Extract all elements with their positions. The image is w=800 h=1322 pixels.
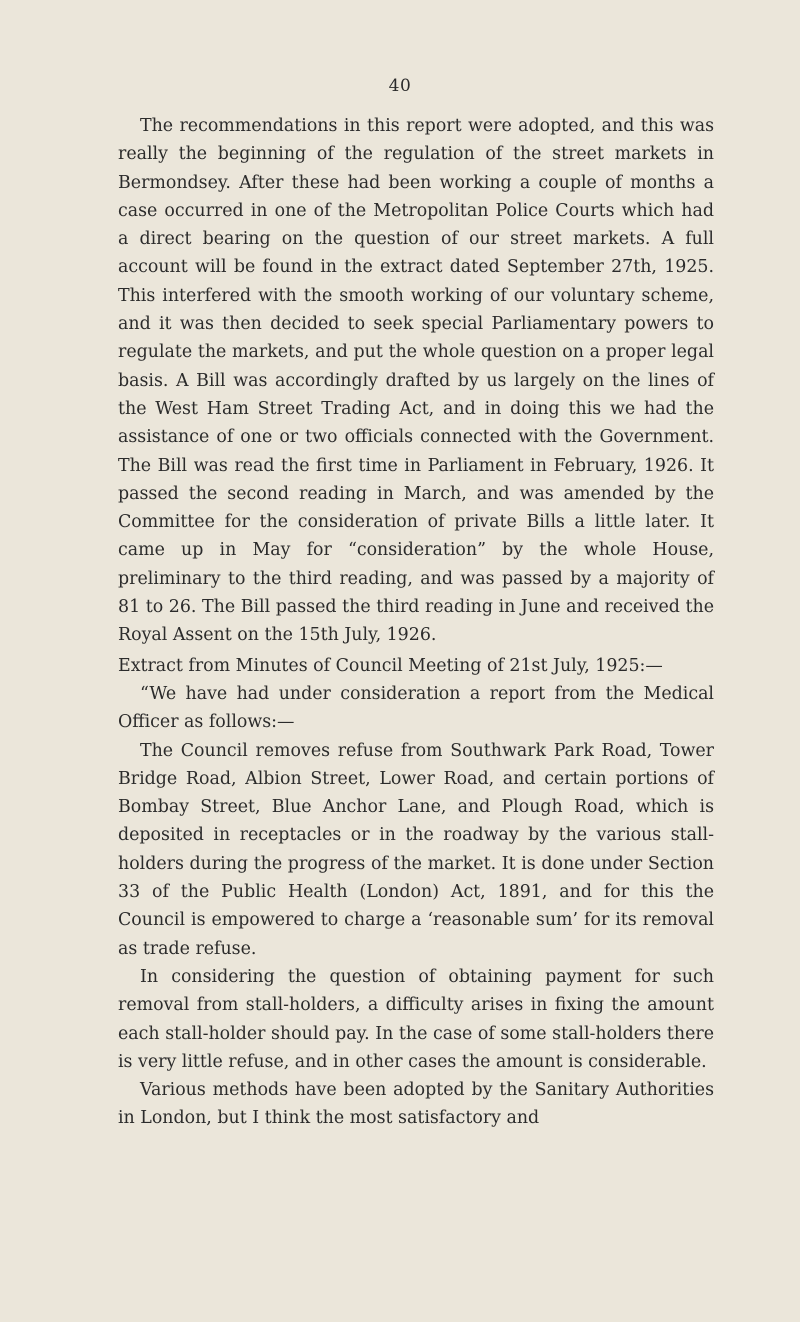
paragraph-refuse-removal: The Council removes refuse from Southwark Park Road, Tower Bridge Road, Albion Street, Lower Road, and certain portions of Bombay Street, Blue Anchor Lane, and Plough Road, which is deposited in receptacles or in the roadway by the various stall-holders during the progress of the market. It is done under Section 33 of the Public Health (London) Act, 1891, and for this the Council is empowered to charge a ‘reasonable sum’ for its removal as trade refuse. bbox=[118, 740, 714, 959]
body-text bbox=[118, 112, 714, 1133]
paragraph-methods: Various methods have been adopted by the Sanitary Authorities in London, but I think the most satisfactory and bbox=[118, 1080, 714, 1129]
paragraph-recommendations: The recommendations in this report were adopted, and this was really the beginning of the regulation of the street markets in Bermondsey. After these had been working a couple of months a case occurred in one of the Metropolitan Police Courts which had a direct bearing on the question of our street markets. A full account will be found in the extract dated September 27th, 1925. This interfered with the smooth working of our voluntary scheme, and it was then decided to seek special Parliamentary powers to regulate the markets, and put the whole question on a proper legal basis. A Bill was accordingly drafted by us largely on the lines of the West Ham Street Trading Act, and in doing this we had the assistance of one or two officials connected with the Government. The Bill was read the first time in Parliament in February, 1926. It passed the second reading in March, and was amended by the Committee for the consideration of private Bills a little later. It came up in May for “consideration” by the whole House, preliminary to the third reading, and was passed by a majority of 81 to 26. The Bill passed the third reading in June and received the Royal Assent on the 15th July, 1926. bbox=[118, 116, 714, 646]
paragraph-medical-officer-intro: “We have had under consideration a report from the Medical Officer as follows:— bbox=[118, 683, 714, 733]
paragraph-payment-difficulty: In considering the question of obtaining payment for such removal from stall-holders, a difficulty arises in fixing the amount each stall-holder should pay. In the case of some stall-holders there is very little refuse, and in other cases the amount is considerable. bbox=[118, 966, 714, 1072]
page-number: 40 bbox=[388, 76, 412, 96]
paragraph-extract-heading: Extract from Minutes of Council Meeting of 21st July, 1925:— bbox=[118, 655, 663, 676]
